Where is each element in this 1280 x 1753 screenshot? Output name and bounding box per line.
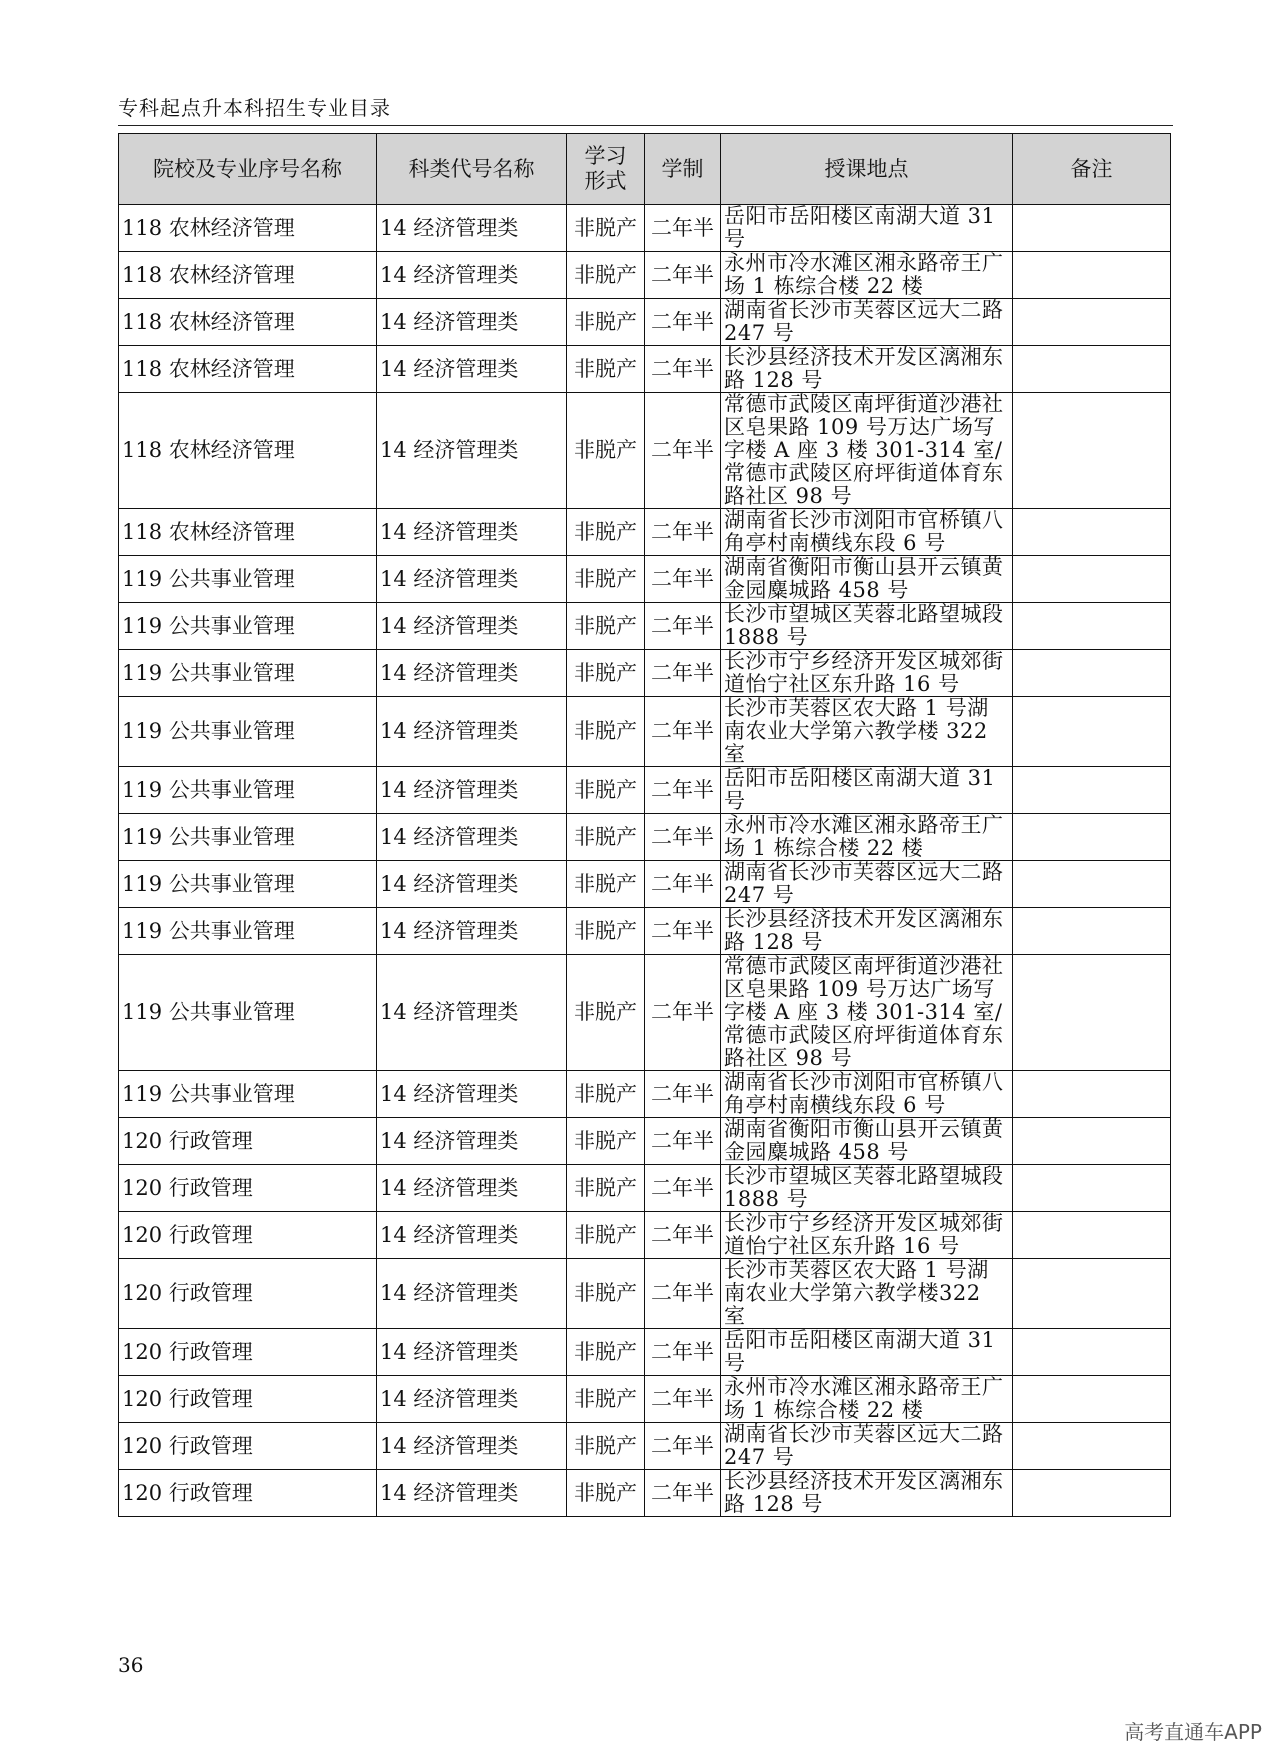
- study-form-cell: 非脱产: [567, 1329, 645, 1376]
- location-cell: 长沙县经济技术开发区漓湘东路 128 号: [721, 1470, 1013, 1517]
- study-form-cell: 非脱产: [567, 556, 645, 603]
- major-cell: 119 公共事业管理: [119, 556, 377, 603]
- duration-cell: 二年半: [645, 1165, 721, 1212]
- note-cell: [1013, 1212, 1171, 1259]
- table-row: [119, 814, 1171, 861]
- column-header-major: 院校及专业序号名称: [119, 134, 377, 205]
- table-row: [119, 299, 1171, 346]
- study-form-cell: 非脱产: [567, 299, 645, 346]
- study-form-cell: 非脱产: [567, 1259, 645, 1329]
- app-watermark: 高考直通车APP: [1124, 1720, 1262, 1744]
- table-row: [119, 603, 1171, 650]
- category-cell: 14 经济管理类: [377, 814, 567, 861]
- category-cell: 14 经济管理类: [377, 1259, 567, 1329]
- table-row: [119, 861, 1171, 908]
- major-cell: 120 行政管理: [119, 1376, 377, 1423]
- table-row: [119, 1212, 1171, 1259]
- note-cell: [1013, 556, 1171, 603]
- note-cell: [1013, 1165, 1171, 1212]
- note-cell: [1013, 393, 1171, 509]
- note-cell: [1013, 697, 1171, 767]
- duration-cell: 二年半: [645, 697, 721, 767]
- location-cell: 湖南省长沙市浏阳市官桥镇八角亭村南横线东段 6 号: [721, 1071, 1013, 1118]
- location-cell: 永州市冷水滩区湘永路帝王广场 1 栋综合楼 22 楼: [721, 1376, 1013, 1423]
- major-cell: 118 农林经济管理: [119, 252, 377, 299]
- table-row: [119, 1423, 1171, 1470]
- study-form-cell: 非脱产: [567, 1118, 645, 1165]
- location-cell: 常德市武陵区南坪街道沙港社区皂果路 109 号万达广场写字楼 A 座 3 楼 301-314 室/常德市武陵区府坪街道体育东路社区 98 号: [721, 955, 1013, 1071]
- table-row: [119, 1118, 1171, 1165]
- table-row: [119, 252, 1171, 299]
- note-cell: [1013, 603, 1171, 650]
- major-cell: 120 行政管理: [119, 1212, 377, 1259]
- note-cell: [1013, 1423, 1171, 1470]
- location-cell: 长沙市芙蓉区农大路 1 号湖南农业大学第六教学楼322 室: [721, 1259, 1013, 1329]
- table-row: [119, 1376, 1171, 1423]
- category-cell: 14 经济管理类: [377, 509, 567, 556]
- category-cell: 14 经济管理类: [377, 556, 567, 603]
- category-cell: 14 经济管理类: [377, 299, 567, 346]
- duration-cell: 二年半: [645, 393, 721, 509]
- study-form-cell: 非脱产: [567, 861, 645, 908]
- table-row: [119, 908, 1171, 955]
- table-row: [119, 346, 1171, 393]
- location-cell: 长沙县经济技术开发区漓湘东路 128 号: [721, 346, 1013, 393]
- category-cell: 14 经济管理类: [377, 603, 567, 650]
- study-form-cell: 非脱产: [567, 252, 645, 299]
- note-cell: [1013, 299, 1171, 346]
- study-form-cell: 非脱产: [567, 1423, 645, 1470]
- study-form-cell: 非脱产: [567, 1071, 645, 1118]
- major-cell: 119 公共事业管理: [119, 908, 377, 955]
- duration-cell: 二年半: [645, 1118, 721, 1165]
- duration-cell: 二年半: [645, 955, 721, 1071]
- table-row: [119, 509, 1171, 556]
- location-cell: 长沙市望城区芙蓉北路望城段 1888 号: [721, 1165, 1013, 1212]
- study-form-cell: 非脱产: [567, 814, 645, 861]
- category-cell: 14 经济管理类: [377, 1071, 567, 1118]
- study-form-cell: 非脱产: [567, 767, 645, 814]
- category-cell: 14 经济管理类: [377, 1376, 567, 1423]
- table-row: [119, 650, 1171, 697]
- page-number: 36: [118, 1653, 144, 1677]
- location-cell: 湖南省长沙市芙蓉区远大二路 247 号: [721, 299, 1013, 346]
- major-cell: 118 农林经济管理: [119, 346, 377, 393]
- category-cell: 14 经济管理类: [377, 1470, 567, 1517]
- note-cell: [1013, 861, 1171, 908]
- study-form-cell: 非脱产: [567, 908, 645, 955]
- major-cell: 120 行政管理: [119, 1259, 377, 1329]
- table-row: [119, 697, 1171, 767]
- duration-cell: 二年半: [645, 205, 721, 252]
- table-row: [119, 556, 1171, 603]
- category-cell: 14 经济管理类: [377, 1423, 567, 1470]
- duration-cell: 二年半: [645, 908, 721, 955]
- table-row: [119, 1470, 1171, 1517]
- location-cell: 长沙市宁乡经济开发区城郊街道怡宁社区东升路 16 号: [721, 650, 1013, 697]
- table-row: [119, 1329, 1171, 1376]
- duration-cell: 二年半: [645, 1212, 721, 1259]
- category-cell: 14 经济管理类: [377, 861, 567, 908]
- running-header: 专科起点升本科招生专业目录: [118, 96, 391, 120]
- major-cell: 120 行政管理: [119, 1423, 377, 1470]
- catalog-table: [118, 133, 1171, 1517]
- study-form-cell: 非脱产: [567, 1376, 645, 1423]
- column-header-duration: 学制: [645, 134, 721, 205]
- note-cell: [1013, 650, 1171, 697]
- major-cell: 119 公共事业管理: [119, 1071, 377, 1118]
- study-form-cell: 非脱产: [567, 393, 645, 509]
- location-cell: 湖南省长沙市芙蓉区远大二路 247 号: [721, 1423, 1013, 1470]
- duration-cell: 二年半: [645, 767, 721, 814]
- note-cell: [1013, 767, 1171, 814]
- category-cell: 14 经济管理类: [377, 697, 567, 767]
- note-cell: [1013, 509, 1171, 556]
- table-row: [119, 767, 1171, 814]
- study-form-cell: 非脱产: [567, 697, 645, 767]
- duration-cell: 二年半: [645, 556, 721, 603]
- study-form-cell: 非脱产: [567, 955, 645, 1071]
- location-cell: 长沙市芙蓉区农大路 1 号湖南农业大学第六教学楼 322 室: [721, 697, 1013, 767]
- category-cell: 14 经济管理类: [377, 252, 567, 299]
- table-header-row: [119, 134, 1171, 205]
- study-form-cell: 非脱产: [567, 1165, 645, 1212]
- note-cell: [1013, 1071, 1171, 1118]
- major-cell: 119 公共事业管理: [119, 697, 377, 767]
- duration-cell: 二年半: [645, 603, 721, 650]
- location-cell: 岳阳市岳阳楼区南湖大道 31 号: [721, 767, 1013, 814]
- major-cell: 120 行政管理: [119, 1470, 377, 1517]
- note-cell: [1013, 1118, 1171, 1165]
- study-form-cell: 非脱产: [567, 205, 645, 252]
- study-form-cell: 非脱产: [567, 650, 645, 697]
- category-cell: 14 经济管理类: [377, 346, 567, 393]
- category-cell: 14 经济管理类: [377, 393, 567, 509]
- note-cell: [1013, 205, 1171, 252]
- location-cell: 常德市武陵区南坪街道沙港社区皂果路 109 号万达广场写字楼 A 座 3 楼 301-314 室/常德市武陵区府坪街道体育东路社区 98 号: [721, 393, 1013, 509]
- table-row: [119, 393, 1171, 509]
- duration-cell: 二年半: [645, 1071, 721, 1118]
- location-cell: 湖南省衡阳市衡山县开云镇黄金园麋城路 458 号: [721, 556, 1013, 603]
- study-form-cell: 非脱产: [567, 509, 645, 556]
- duration-cell: 二年半: [645, 650, 721, 697]
- category-cell: 14 经济管理类: [377, 650, 567, 697]
- category-cell: 14 经济管理类: [377, 908, 567, 955]
- note-cell: [1013, 346, 1171, 393]
- duration-cell: 二年半: [645, 861, 721, 908]
- study-form-cell: 非脱产: [567, 346, 645, 393]
- location-cell: 永州市冷水滩区湘永路帝王广场 1 栋综合楼 22 楼: [721, 814, 1013, 861]
- note-cell: [1013, 1376, 1171, 1423]
- major-cell: 119 公共事业管理: [119, 861, 377, 908]
- study-form-cell: 非脱产: [567, 603, 645, 650]
- location-cell: 永州市冷水滩区湘永路帝王广场 1 栋综合楼 22 楼: [721, 252, 1013, 299]
- major-cell: 118 农林经济管理: [119, 393, 377, 509]
- major-cell: 119 公共事业管理: [119, 603, 377, 650]
- note-cell: [1013, 955, 1171, 1071]
- location-cell: 湖南省衡阳市衡山县开云镇黄金园麋城路 458 号: [721, 1118, 1013, 1165]
- table-row: [119, 1259, 1171, 1329]
- duration-cell: 二年半: [645, 346, 721, 393]
- duration-cell: 二年半: [645, 1470, 721, 1517]
- major-cell: 119 公共事业管理: [119, 767, 377, 814]
- category-cell: 14 经济管理类: [377, 1212, 567, 1259]
- note-cell: [1013, 1470, 1171, 1517]
- location-cell: 长沙市望城区芙蓉北路望城段 1888 号: [721, 603, 1013, 650]
- header-rule: [118, 125, 1173, 126]
- table-row: [119, 205, 1171, 252]
- table-row: [119, 1071, 1171, 1118]
- major-cell: 119 公共事业管理: [119, 955, 377, 1071]
- column-header-note: 备注: [1013, 134, 1171, 205]
- major-cell: 120 行政管理: [119, 1118, 377, 1165]
- category-cell: 14 经济管理类: [377, 767, 567, 814]
- major-cell: 119 公共事业管理: [119, 814, 377, 861]
- duration-cell: 二年半: [645, 1329, 721, 1376]
- column-header-category: 科类代号名称: [377, 134, 567, 205]
- duration-cell: 二年半: [645, 509, 721, 556]
- location-cell: 岳阳市岳阳楼区南湖大道 31 号: [721, 205, 1013, 252]
- duration-cell: 二年半: [645, 252, 721, 299]
- category-cell: 14 经济管理类: [377, 955, 567, 1071]
- major-cell: 118 农林经济管理: [119, 205, 377, 252]
- note-cell: [1013, 1259, 1171, 1329]
- duration-cell: 二年半: [645, 1259, 721, 1329]
- duration-cell: 二年半: [645, 1423, 721, 1470]
- location-cell: 湖南省长沙市芙蓉区远大二路 247 号: [721, 861, 1013, 908]
- table-body: [119, 205, 1171, 1517]
- category-cell: 14 经济管理类: [377, 1118, 567, 1165]
- major-cell: 118 农林经济管理: [119, 509, 377, 556]
- location-cell: 湖南省长沙市浏阳市官桥镇八角亭村南横线东段 6 号: [721, 509, 1013, 556]
- major-cell: 119 公共事业管理: [119, 650, 377, 697]
- column-header-study-form: 学习 形式: [567, 134, 645, 205]
- table-row: [119, 1165, 1171, 1212]
- location-cell: 长沙县经济技术开发区漓湘东路 128 号: [721, 908, 1013, 955]
- category-cell: 14 经济管理类: [377, 205, 567, 252]
- duration-cell: 二年半: [645, 814, 721, 861]
- note-cell: [1013, 908, 1171, 955]
- duration-cell: 二年半: [645, 1376, 721, 1423]
- major-cell: 120 行政管理: [119, 1165, 377, 1212]
- note-cell: [1013, 252, 1171, 299]
- note-cell: [1013, 814, 1171, 861]
- category-cell: 14 经济管理类: [377, 1165, 567, 1212]
- duration-cell: 二年半: [645, 299, 721, 346]
- major-cell: 118 农林经济管理: [119, 299, 377, 346]
- table-row: [119, 955, 1171, 1071]
- note-cell: [1013, 1329, 1171, 1376]
- column-header-location: 授课地点: [721, 134, 1013, 205]
- location-cell: 岳阳市岳阳楼区南湖大道 31 号: [721, 1329, 1013, 1376]
- major-cell: 120 行政管理: [119, 1329, 377, 1376]
- study-form-cell: 非脱产: [567, 1212, 645, 1259]
- study-form-cell: 非脱产: [567, 1470, 645, 1517]
- category-cell: 14 经济管理类: [377, 1329, 567, 1376]
- location-cell: 长沙市宁乡经济开发区城郊街道怡宁社区东升路 16 号: [721, 1212, 1013, 1259]
